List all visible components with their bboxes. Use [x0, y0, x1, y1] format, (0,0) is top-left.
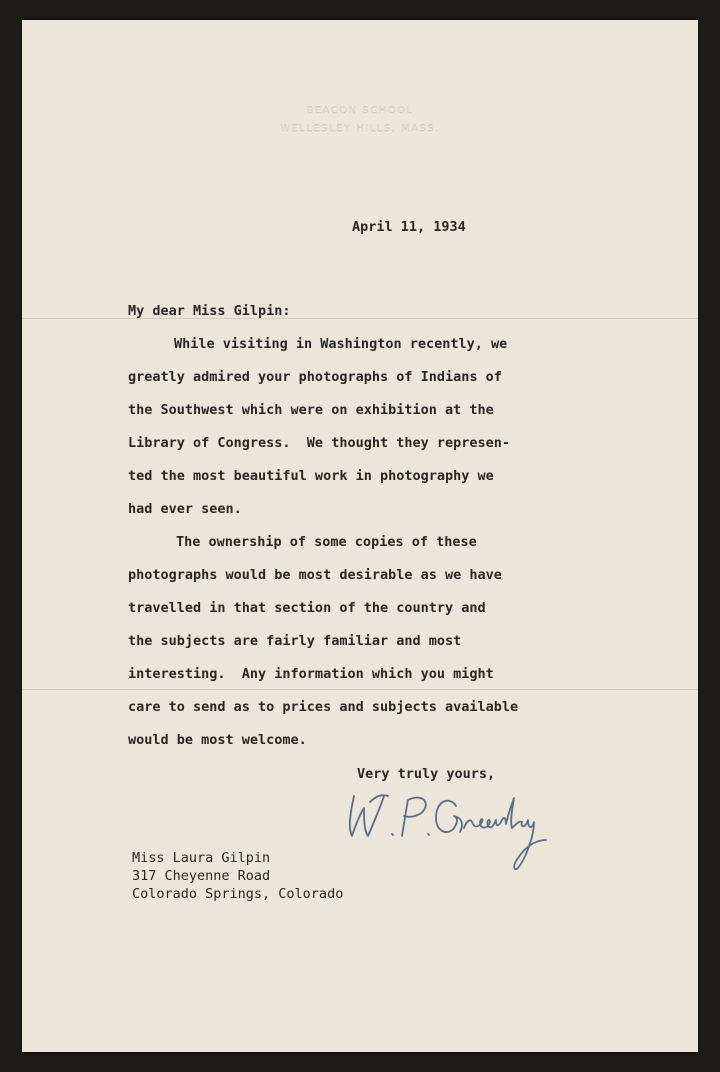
paragraph-1-line: ted the most beautiful work in photography we [128, 468, 494, 484]
salutation: My dear Miss Gilpin: [128, 303, 291, 319]
complimentary-close: Very truly yours, [357, 766, 496, 782]
paragraph-1-line: had ever seen. [128, 501, 242, 517]
handwritten-signature [340, 784, 550, 876]
recipient-street: 317 Cheyenne Road [132, 868, 271, 884]
paragraph-2-line: care to send as to prices and subjects available [128, 699, 519, 715]
recipient-city: Colorado Springs, Colorado [132, 886, 344, 902]
paragraph-1-line: While visiting in Washington recently, we [174, 336, 508, 352]
fold-line-lower [22, 689, 698, 690]
paragraph-2-line: photographs would be most desirable as we have [128, 567, 502, 583]
recipient-name: Miss Laura Gilpin [132, 850, 271, 866]
letterhead-school-name: BEACON SCHOOL [306, 106, 414, 117]
paragraph-1-line: Library of Congress. We thought they represen- [128, 435, 511, 451]
letter-date: April 11, 1934 [352, 219, 466, 235]
letter-sheet [22, 20, 698, 1052]
letterhead-location: WELLESLEY HILLS, MASS. [280, 124, 440, 135]
paragraph-1-line: greatly admired your photographs of Indians of [128, 369, 502, 385]
paragraph-1-line: the Southwest which were on exhibition at the [128, 402, 494, 418]
paragraph-2-line: the subjects are fairly familiar and most [128, 633, 462, 649]
paragraph-2-line: would be most welcome. [128, 732, 307, 748]
paragraph-2-line: interesting. Any information which you might [128, 666, 494, 682]
paragraph-2-line: travelled in that section of the country and [128, 600, 486, 616]
fold-line-upper [22, 318, 698, 319]
paragraph-2-line: The ownership of some copies of these [176, 534, 477, 550]
